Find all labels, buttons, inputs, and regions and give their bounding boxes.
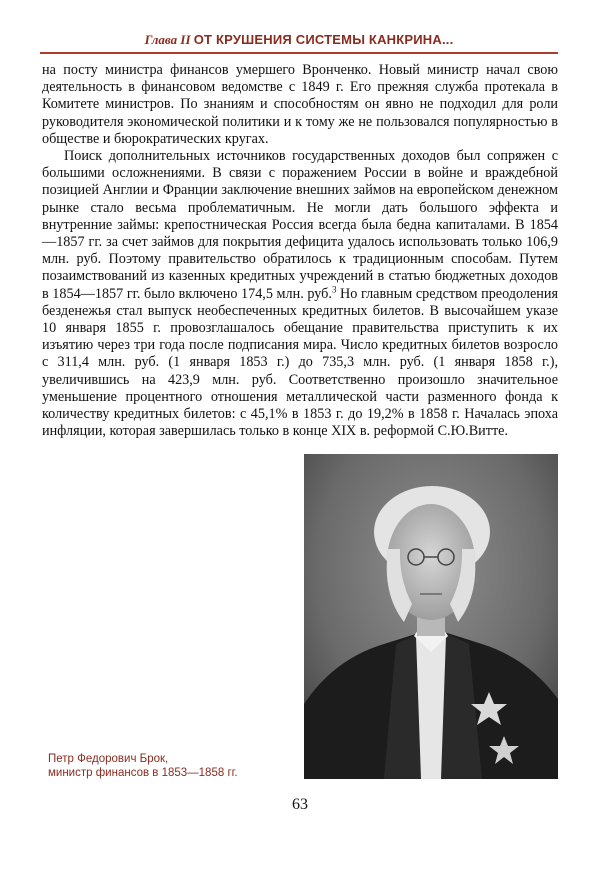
paragraph-2-part-2: Но главным средством преодоления безденежья стал выпуск необеспеченных кредитных билетов. В высочайшем указе 10 января 1855 г. провозглашалось обещание правительства приступить к их изъятию через три года после подписания мира. Число кредитных билетов возросло с 311,4 млн. руб. (1 января 1853 г.) до 735,3 млн. руб. (1 января 1858 г.), увеличившись на 423,9 млн. руб. Соответственно произошло значительное уменьшение процентного отношения металлической части разменного фонда к количеству кредитных билетов: с 45,1% в 1853 г. до 19,2% в 1858 г. Началась эпоха инфляции, которая завершилась только в конце XIX в. реформой С.Ю.Витте. — [42, 285, 558, 440]
page-number: 63 — [292, 796, 308, 813]
paragraph-2-part-1: Поиск дополнительных источников государственных доходов был сопряжен с большими осложнениями. В связи с поражением России в войне и враждебной позицией Англии и Франции заключение внешних займов на европейском денежном рынке стало весьма проблематичным. Не могли дать большого эффекта и внутренние займы: крепостническая Россия всегда была бедна капиталами. В 1854—1857 гг. за счет займов для покрытия дефицита удалось использовать только 106,9 млн. руб. Поэтому правительство обратилось к традиционным способам. Путем позаимствований из казенных кредитных учреждений в статью бюджетных доходов в 1854—1857 гг. было включено 174,5 млн. руб. — [42, 148, 558, 302]
portrait-photo — [304, 454, 558, 779]
body-text — [42, 62, 558, 440]
chapter-title: ОТ КРУШЕНИЯ СИСТЕМЫ КАНКРИНА... — [193, 32, 454, 47]
photo-caption — [48, 752, 298, 780]
header-rule — [40, 52, 558, 54]
paragraph-1: на посту министра финансов умершего Вронченко. Новый министр начал свою деятельность в финансовом ведомстве с 1849 г. Его прежняя служба протекала в Комитете министров. По знаниям и способностям он явно не подходил для роли руководителя экономической политики и к тому же не пользовался популярностью в обществе и бюрократических кругах. — [42, 62, 558, 147]
portrait-illustration — [304, 454, 558, 779]
running-head — [40, 30, 558, 50]
chapter-label: Глава II — [144, 32, 191, 47]
footnote-ref[interactable]: 3 — [331, 283, 337, 294]
caption-line-2: министр финансов в 1853—1858 гг. — [48, 767, 238, 779]
paragraph-2 — [42, 148, 558, 440]
caption-line-1: Петр Федорович Брок, — [48, 753, 169, 765]
